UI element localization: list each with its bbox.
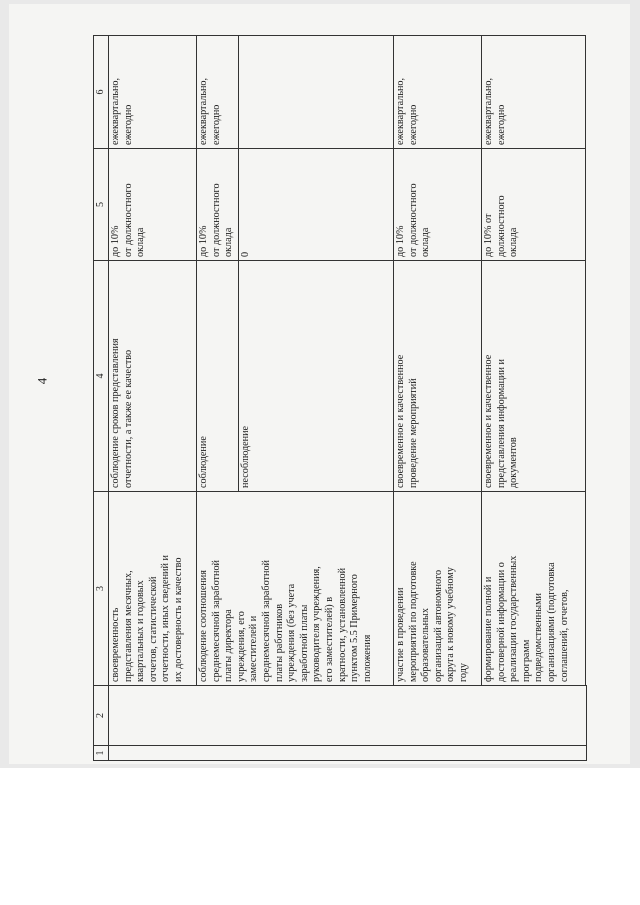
header-col-6: 6 bbox=[94, 36, 109, 149]
cell-indicator: своевременное и качественное проведение мероприятий bbox=[394, 261, 482, 492]
cell-number bbox=[109, 746, 587, 761]
table-row bbox=[394, 36, 482, 761]
cell-position bbox=[109, 686, 587, 746]
header-row bbox=[94, 36, 109, 761]
cell-criterion: формирование полной и достоверной информации о реализации государственных программ подведомственными организациями (подготовка соглашений, отчетов, bbox=[482, 492, 586, 686]
criteria-table bbox=[93, 35, 587, 761]
cell-indicator: соблюдение bbox=[197, 261, 239, 492]
header-col-4: 4 bbox=[94, 261, 109, 492]
cell-indicator: несоблюдение bbox=[239, 261, 394, 492]
cell-amount: до 10% от должностного оклада bbox=[482, 149, 586, 261]
spacer bbox=[586, 36, 587, 686]
cell-indicator: своевременное и качественное представления информации и документов bbox=[482, 261, 586, 492]
header-col-5: 5 bbox=[94, 149, 109, 261]
table-row bbox=[109, 36, 197, 761]
cell-amount: до 10% от должностного оклада bbox=[197, 149, 239, 261]
table-row bbox=[586, 36, 587, 761]
cell-amount: до 10% от должностного оклада bbox=[394, 149, 482, 261]
table-row bbox=[482, 36, 586, 761]
cell-criterion: соблюдение соотношения среднемесячной заработной платы директора учреждения, его заместителей и среднемесячной заработной платы работников учреждения (без учета заработной платы руководителя учреждения, его заместителей) в кратности, установленной пунктом 5.5 Примерного положения bbox=[197, 492, 394, 686]
rotated-table-container bbox=[93, 36, 621, 761]
cell-amount: 0 bbox=[239, 149, 394, 261]
table-row bbox=[197, 36, 239, 761]
page-number: 4 bbox=[34, 377, 50, 385]
cell-amount: до 10% от должностного оклада bbox=[109, 149, 197, 261]
cell-period: ежеквартально, ежегодно bbox=[394, 36, 482, 149]
cell-criterion: участие в проведении мероприятий по подготовке образовательных организаций автономного округа к новому учебному году bbox=[394, 492, 482, 686]
cell-indicator: соблюдение сроков представления отчетности, а также ее качество bbox=[109, 261, 197, 492]
cell-period: ежеквартально, ежегодно bbox=[197, 36, 239, 149]
header-col-3: 3 bbox=[94, 492, 109, 686]
cell-period: ежеквартально, ежегодно bbox=[109, 36, 197, 149]
cell-period bbox=[239, 36, 394, 149]
cell-criterion: своевременность представления месячных, квартальных и годовых отчетов, статистической отчетности, иных сведений и их достоверность и качество bbox=[109, 492, 197, 686]
header-col-1: 1 bbox=[94, 746, 109, 761]
cell-period: ежеквартально, ежегодно bbox=[482, 36, 586, 149]
header-col-2: 2 bbox=[94, 686, 109, 746]
